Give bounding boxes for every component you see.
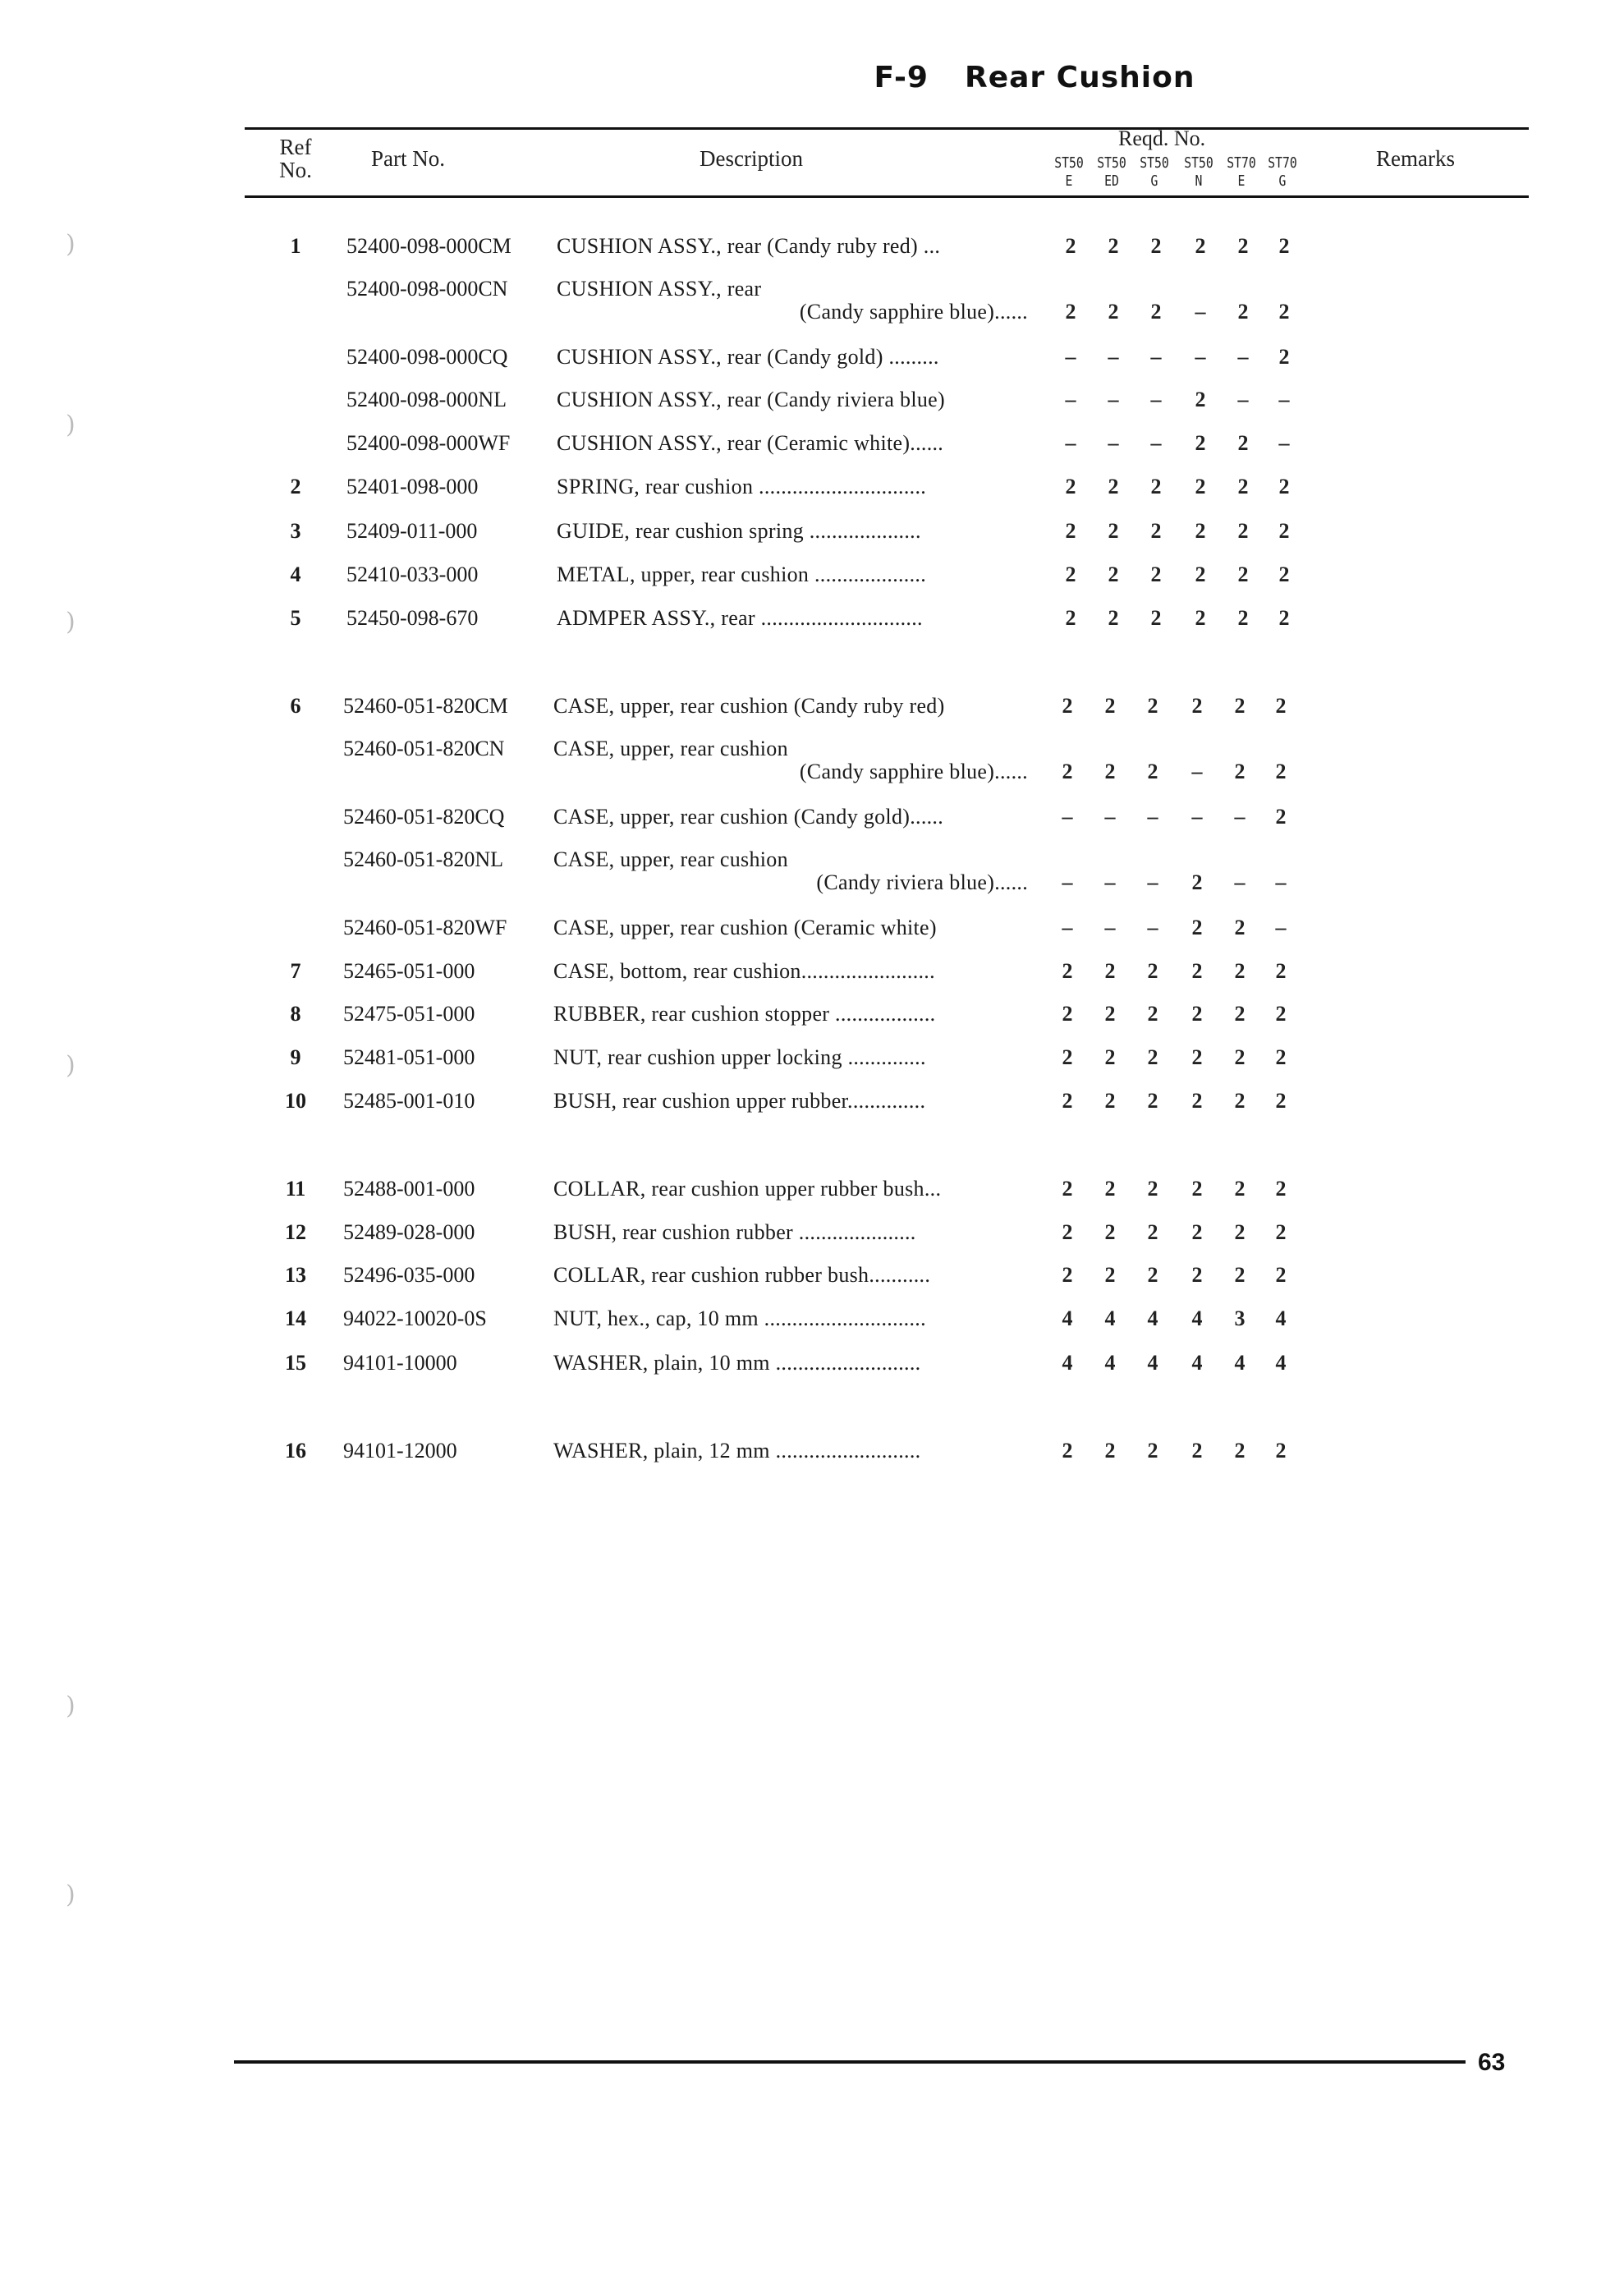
qty-cell: 4: [1147, 1351, 1158, 1375]
description: CASE, upper, rear cushion: [553, 847, 788, 871]
description-continued: (Candy sapphire blue)......: [799, 300, 1028, 324]
qty-cell: 2: [1104, 1220, 1116, 1244]
remarks-header: Remarks: [1376, 146, 1455, 171]
qty-cell: –: [1195, 300, 1206, 324]
qty-cell: 2: [1191, 694, 1203, 718]
qty-cell: 2: [1108, 475, 1119, 498]
qty-cell: 2: [1234, 1177, 1246, 1201]
qty-cell: –: [1275, 870, 1287, 894]
description: CUSHION ASSY., rear (Candy riviera blue): [557, 388, 945, 411]
qty-cell: –: [1150, 345, 1162, 369]
qty-cell: 2: [1065, 563, 1076, 586]
qty-cell: 2: [1234, 916, 1246, 939]
qty-cell: 2: [1237, 475, 1249, 498]
qty-cell: –: [1108, 388, 1119, 411]
qty-cell: 2: [1104, 959, 1116, 983]
description-header: Description: [700, 146, 803, 171]
description: BUSH, rear cushion rubber .....................: [553, 1220, 916, 1244]
qty-cell: –: [1065, 388, 1076, 411]
part-no: 52481-051-000: [343, 1045, 475, 1069]
table-row: [0, 1263, 1624, 1296]
qty-cell: –: [1150, 431, 1162, 455]
table-row: [0, 1306, 1624, 1339]
part-no: 52400-098-000NL: [346, 388, 507, 411]
description: COLLAR, rear cushion upper rubber bush...: [553, 1177, 942, 1201]
model-column-header: [1137, 154, 1172, 191]
qty-cell: –: [1191, 760, 1203, 783]
description: CASE, upper, rear cushion (Candy gold)......: [553, 805, 944, 829]
qty-cell: 2: [1234, 959, 1246, 983]
part-no: 52465-051-000: [343, 959, 475, 983]
description: ADMPER ASSY., rear .............................: [557, 606, 923, 630]
part-no: 52400-098-000CM: [346, 234, 512, 258]
qty-cell: 2: [1275, 1439, 1287, 1463]
part-no: 52460-051-820CM: [343, 694, 508, 718]
model-name: ST70: [1268, 154, 1297, 172]
description: CUSHION ASSY., rear (Candy gold) .........: [557, 345, 939, 369]
qty-cell: 2: [1275, 1177, 1287, 1201]
part-no: 52460-051-820WF: [343, 916, 507, 939]
section-name: Rear Cushion: [964, 61, 1195, 94]
qty-cell: 2: [1275, 1220, 1287, 1244]
qty-cell: 2: [1147, 1002, 1158, 1026]
ref-no: 5: [290, 606, 301, 630]
qty-cell: 2: [1062, 1220, 1073, 1244]
qty-cell: 4: [1191, 1351, 1203, 1375]
model-name: ST50: [1184, 154, 1213, 172]
qty-cell: 2: [1275, 1089, 1287, 1113]
page-title: [0, 61, 1624, 94]
description: CASE, upper, rear cushion (Ceramic white): [553, 916, 937, 939]
qty-cell: 2: [1191, 959, 1203, 983]
qty-cell: 2: [1234, 1439, 1246, 1463]
qty-cell: 2: [1147, 959, 1158, 983]
qty-cell: 2: [1195, 475, 1206, 498]
qty-cell: 2: [1278, 475, 1290, 498]
qty-cell: 2: [1150, 606, 1162, 630]
qty-cell: 2: [1065, 300, 1076, 324]
qty-cell: 2: [1191, 1089, 1203, 1113]
reqd-no-header: Reqd. No.: [1118, 126, 1206, 150]
table-row: [0, 345, 1624, 378]
model-column-header: [1094, 154, 1130, 191]
margin-mark: ): [66, 1880, 76, 1909]
qty-cell: 2: [1062, 1439, 1073, 1463]
margin-mark: ): [66, 230, 76, 259]
ref-no: 2: [290, 475, 301, 498]
qty-cell: 2: [1108, 606, 1119, 630]
description: GUIDE, rear cushion spring ....................: [557, 519, 921, 543]
model-column-header: [1224, 154, 1259, 191]
qty-cell: 2: [1062, 1263, 1073, 1287]
part-no: 52485-001-010: [343, 1089, 475, 1113]
description: CUSHION ASSY., rear (Ceramic white)......: [557, 431, 944, 455]
qty-cell: 2: [1150, 519, 1162, 543]
ref-header-line2: No.: [279, 158, 312, 182]
qty-cell: 2: [1108, 563, 1119, 586]
qty-cell: 4: [1062, 1306, 1073, 1330]
qty-cell: 2: [1191, 1220, 1203, 1244]
qty-cell: –: [1104, 916, 1116, 939]
table-row: [0, 1045, 1624, 1078]
part-no: 94101-12000: [343, 1439, 457, 1463]
qty-cell: 2: [1237, 431, 1249, 455]
description: BUSH, rear cushion upper rubber..............: [553, 1089, 926, 1113]
qty-cell: 2: [1062, 1177, 1073, 1201]
description: CUSHION ASSY., rear (Candy ruby red) ...: [557, 234, 941, 258]
qty-cell: 2: [1065, 519, 1076, 543]
margin-mark: ): [66, 411, 76, 439]
qty-cell: 2: [1275, 1002, 1287, 1026]
qty-cell: –: [1237, 345, 1249, 369]
qty-cell: 2: [1104, 760, 1116, 783]
qty-cell: 2: [1278, 563, 1290, 586]
qty-cell: 2: [1278, 234, 1290, 258]
header-rule-top: [245, 127, 1529, 130]
table-row: [0, 519, 1624, 552]
qty-cell: 2: [1234, 760, 1246, 783]
qty-cell: 2: [1191, 916, 1203, 939]
qty-cell: 2: [1275, 1263, 1287, 1287]
qty-cell: 2: [1195, 234, 1206, 258]
model-column-header: [1181, 154, 1217, 191]
model-variant: ED: [1104, 172, 1119, 190]
qty-cell: 2: [1104, 1089, 1116, 1113]
ref-no: 16: [285, 1439, 306, 1463]
qty-cell: –: [1062, 916, 1073, 939]
qty-cell: 2: [1278, 519, 1290, 543]
ref-no: 3: [290, 519, 301, 543]
qty-cell: –: [1278, 431, 1290, 455]
table-row: [0, 1089, 1624, 1122]
model-variant: E: [1065, 172, 1073, 190]
qty-cell: 2: [1195, 519, 1206, 543]
ref-no: 11: [285, 1177, 306, 1201]
page-number: 63: [1478, 2049, 1506, 2076]
ref-no: 4: [290, 563, 301, 586]
qty-cell: –: [1104, 870, 1116, 894]
margin-mark: ): [66, 1692, 76, 1720]
qty-cell: 2: [1150, 234, 1162, 258]
ref-no: 7: [290, 959, 301, 983]
qty-cell: –: [1150, 388, 1162, 411]
description-continued: (Candy sapphire blue)......: [799, 760, 1028, 783]
qty-cell: –: [1062, 870, 1073, 894]
part-no: 52460-051-820CQ: [343, 805, 505, 829]
part-no: 52475-051-000: [343, 1002, 475, 1026]
part-no: 52489-028-000: [343, 1220, 475, 1244]
table-row: [0, 1351, 1624, 1384]
table-row: [0, 475, 1624, 507]
ref-no-header: [263, 135, 328, 181]
part-no: 52400-098-000CN: [346, 277, 508, 301]
model-variant: E: [1237, 172, 1246, 190]
qty-cell: 2: [1234, 694, 1246, 718]
qty-cell: 2: [1062, 959, 1073, 983]
table-row: [0, 1439, 1624, 1472]
margin-mark: ): [66, 1051, 76, 1080]
description: NUT, rear cushion upper locking ..............: [553, 1045, 926, 1069]
table-row: [0, 431, 1624, 464]
qty-cell: 4: [1147, 1306, 1158, 1330]
qty-cell: –: [1147, 870, 1158, 894]
table-row: [0, 388, 1624, 420]
qty-cell: 2: [1150, 475, 1162, 498]
qty-cell: 2: [1234, 1263, 1246, 1287]
table-row: [0, 1002, 1624, 1035]
qty-cell: 4: [1062, 1351, 1073, 1375]
qty-cell: –: [1234, 805, 1246, 829]
qty-cell: –: [1108, 431, 1119, 455]
footer-rule: [234, 2060, 1466, 2064]
qty-cell: 2: [1104, 1439, 1116, 1463]
model-column-header: [1052, 154, 1087, 191]
qty-cell: 4: [1275, 1351, 1287, 1375]
qty-cell: 2: [1278, 606, 1290, 630]
description: RUBBER, rear cushion stopper ..................: [553, 1002, 936, 1026]
table-row: [0, 606, 1624, 639]
qty-cell: 2: [1062, 1002, 1073, 1026]
qty-cell: 2: [1108, 300, 1119, 324]
qty-cell: –: [1147, 916, 1158, 939]
qty-cell: 2: [1147, 760, 1158, 783]
qty-cell: 2: [1062, 760, 1073, 783]
table-row: [0, 847, 1624, 894]
qty-cell: 2: [1104, 1177, 1116, 1201]
qty-cell: 2: [1062, 694, 1073, 718]
qty-cell: –: [1275, 916, 1287, 939]
qty-cell: 2: [1191, 1177, 1203, 1201]
qty-cell: 2: [1147, 1263, 1158, 1287]
qty-cell: –: [1065, 345, 1076, 369]
model-name: ST50: [1054, 154, 1084, 172]
qty-cell: 4: [1275, 1306, 1287, 1330]
part-no: 94022-10020-0S: [343, 1306, 487, 1330]
qty-cell: 2: [1275, 1045, 1287, 1069]
qty-cell: –: [1237, 388, 1249, 411]
description: SPRING, rear cushion ..............................: [557, 475, 927, 498]
ref-no: 8: [290, 1002, 301, 1026]
ref-header-line1: Ref: [279, 135, 312, 159]
description: WASHER, plain, 12 mm ..........................: [553, 1439, 921, 1463]
ref-no: 13: [285, 1263, 306, 1287]
qty-cell: 2: [1237, 563, 1249, 586]
qty-cell: 2: [1147, 1045, 1158, 1069]
qty-cell: –: [1234, 870, 1246, 894]
qty-cell: –: [1147, 805, 1158, 829]
part-no: 52460-051-820NL: [343, 847, 503, 871]
qty-cell: 4: [1104, 1351, 1116, 1375]
qty-cell: 2: [1147, 1220, 1158, 1244]
qty-cell: –: [1278, 388, 1290, 411]
ref-no: 6: [290, 694, 301, 718]
model-column-header: [1265, 154, 1301, 191]
qty-cell: 2: [1065, 475, 1076, 498]
model-name: ST50: [1097, 154, 1126, 172]
part-no: 52496-035-000: [343, 1263, 475, 1287]
qty-cell: 2: [1104, 694, 1116, 718]
description: CASE, bottom, rear cushion........................: [553, 959, 935, 983]
qty-cell: 2: [1108, 519, 1119, 543]
qty-cell: 2: [1108, 234, 1119, 258]
ref-no: 15: [285, 1351, 306, 1375]
qty-cell: 2: [1147, 694, 1158, 718]
qty-cell: 4: [1104, 1306, 1116, 1330]
description: CASE, upper, rear cushion: [553, 737, 788, 760]
qty-cell: 2: [1191, 1439, 1203, 1463]
ref-no: 10: [285, 1089, 306, 1113]
qty-cell: 2: [1195, 563, 1206, 586]
qty-cell: –: [1062, 805, 1073, 829]
qty-cell: 2: [1237, 519, 1249, 543]
qty-cell: 3: [1234, 1306, 1246, 1330]
table-row: [0, 959, 1624, 992]
ref-no: 12: [285, 1220, 306, 1244]
part-no: 52450-098-670: [346, 606, 479, 630]
part-no: 52488-001-000: [343, 1177, 475, 1201]
qty-cell: 2: [1104, 1045, 1116, 1069]
qty-cell: 2: [1062, 1045, 1073, 1069]
qty-cell: 2: [1278, 300, 1290, 324]
qty-cell: 2: [1065, 606, 1076, 630]
qty-cell: 2: [1234, 1089, 1246, 1113]
qty-cell: 2: [1065, 234, 1076, 258]
ref-no: 1: [290, 234, 301, 258]
qty-cell: 2: [1237, 606, 1249, 630]
table-row: [0, 737, 1624, 783]
margin-mark: ): [66, 608, 76, 636]
qty-cell: 2: [1234, 1220, 1246, 1244]
table-row: [0, 916, 1624, 948]
table-row: [0, 1220, 1624, 1253]
qty-cell: –: [1065, 431, 1076, 455]
model-variant: G: [1278, 172, 1287, 190]
part-no: 52401-098-000: [346, 475, 479, 498]
qty-cell: 2: [1104, 1263, 1116, 1287]
description: WASHER, plain, 10 mm ..........................: [553, 1351, 921, 1375]
qty-cell: 2: [1234, 1045, 1246, 1069]
description: CASE, upper, rear cushion (Candy ruby red): [553, 694, 945, 718]
qty-cell: –: [1108, 345, 1119, 369]
qty-cell: 2: [1191, 870, 1203, 894]
section-code: F-9: [874, 61, 929, 94]
qty-cell: 2: [1195, 606, 1206, 630]
table-row: [0, 805, 1624, 838]
qty-cell: 2: [1278, 345, 1290, 369]
qty-cell: 2: [1191, 1263, 1203, 1287]
header-rule-bottom: [245, 195, 1529, 198]
part-no: 52410-033-000: [346, 563, 479, 586]
qty-cell: 2: [1195, 431, 1206, 455]
description: COLLAR, rear cushion rubber bush...........: [553, 1263, 931, 1287]
model-variant: N: [1195, 172, 1203, 190]
qty-cell: –: [1104, 805, 1116, 829]
description: NUT, hex., cap, 10 mm .............................: [553, 1306, 926, 1330]
qty-cell: 2: [1062, 1089, 1073, 1113]
qty-cell: 2: [1191, 1002, 1203, 1026]
qty-cell: 2: [1237, 234, 1249, 258]
qty-cell: –: [1195, 345, 1206, 369]
qty-cell: 2: [1275, 760, 1287, 783]
ref-no: 9: [290, 1045, 301, 1069]
part-no-header: Part No.: [371, 146, 445, 171]
qty-cell: 2: [1234, 1002, 1246, 1026]
model-name: ST50: [1140, 154, 1169, 172]
table-row: [0, 694, 1624, 727]
qty-cell: 2: [1275, 694, 1287, 718]
qty-cell: –: [1191, 805, 1203, 829]
part-no: 52400-098-000WF: [346, 431, 511, 455]
model-name: ST70: [1227, 154, 1256, 172]
part-no: 94101-10000: [343, 1351, 457, 1375]
qty-cell: 2: [1237, 300, 1249, 324]
qty-cell: 2: [1147, 1439, 1158, 1463]
qty-cell: 2: [1147, 1177, 1158, 1201]
qty-cell: 2: [1195, 388, 1206, 411]
ref-no: 14: [285, 1306, 306, 1330]
qty-cell: 2: [1150, 300, 1162, 324]
description-continued: (Candy riviera blue)......: [816, 870, 1028, 894]
description: CUSHION ASSY., rear: [557, 277, 762, 301]
qty-cell: 2: [1191, 1045, 1203, 1069]
table-row: [0, 563, 1624, 595]
table-row: [0, 1177, 1624, 1210]
description: METAL, upper, rear cushion ....................: [557, 563, 926, 586]
qty-cell: 2: [1275, 805, 1287, 829]
qty-cell: 2: [1275, 959, 1287, 983]
qty-cell: 2: [1150, 563, 1162, 586]
table-row: [0, 277, 1624, 324]
qty-cell: 4: [1234, 1351, 1246, 1375]
qty-cell: 2: [1147, 1089, 1158, 1113]
part-no: 52409-011-000: [346, 519, 478, 543]
qty-cell: 2: [1104, 1002, 1116, 1026]
part-no: 52400-098-000CQ: [346, 345, 508, 369]
table-row: [0, 234, 1624, 267]
model-variant: G: [1150, 172, 1158, 190]
qty-cell: 4: [1191, 1306, 1203, 1330]
part-no: 52460-051-820CN: [343, 737, 505, 760]
